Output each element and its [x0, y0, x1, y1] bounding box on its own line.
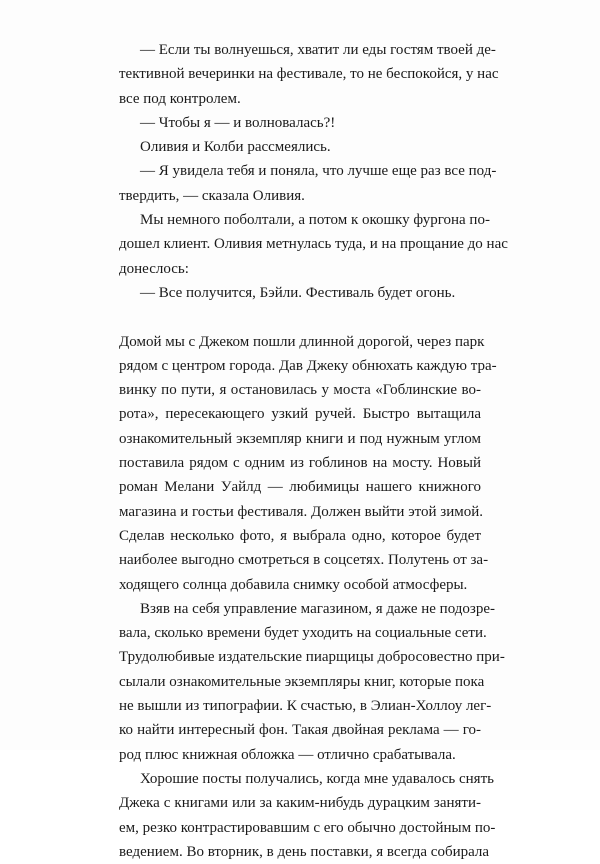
text-line: ведением. Во вторник, в день поставки, я всегда собирала — [119, 843, 490, 860]
text-line: дошел клиент. Оливия метнулась туда, и на прощание до нас — [119, 236, 508, 253]
text-line: Сделав несколько фото, я выбрала одно, которое будет — [119, 527, 481, 544]
text-line: Домой мы с Джеком пошли длинной дорогой, через парк — [119, 333, 485, 350]
text-line: рядом с центром города. Дав Джеку обнюхать каждую тра- — [119, 357, 497, 374]
text-line: твердить, — сказала Оливия. — [119, 187, 305, 204]
text-line: ко найти интересный фон. Такая двойная реклама — го- — [119, 722, 481, 739]
text-line: Оливия и Колби рассмеялись. — [140, 139, 331, 156]
text-line: винку по пути, я остановилась у моста «Гоблинские во- — [119, 382, 481, 399]
body-text — [119, 38, 508, 864]
text-line: — Все получится, Бэйли. Фестиваль будет огонь. — [140, 284, 456, 301]
text-line: магазина и гостьи фестиваля. Должен выйти этой зимой. — [119, 503, 483, 520]
text-line: все под контролем. — [119, 90, 241, 107]
text-line: ем, резко контрастировавшим с его обычно достойным по- — [119, 819, 496, 836]
text-line: наиболее выгодно смотреться в соцсетях. Полутень от за- — [119, 552, 489, 569]
text-line: рота», пересекающего узкий ручей. Быстро вытащила — [119, 406, 481, 423]
text-line: — Чтобы я — и волновалась?! — [140, 114, 336, 131]
text-line: род плюс книжная обложка — отлично срабатывала. — [119, 746, 456, 763]
text-line: Трудолюбивые издательские пиарщицы добросовестно при- — [119, 649, 505, 666]
text-line: Хорошие посты получались, когда мне удавалось снять — [140, 770, 494, 787]
text-line: вала, сколько времени будет уходить на социальные сети. — [119, 625, 487, 642]
text-line: роман Мелани Уайлд — любимицы нашего книжного — [119, 479, 481, 496]
text-line: Взяв на себя управление магазином, я даже не подозре- — [140, 600, 495, 617]
text-line: Мы немного поболтали, а потом к окошку фургона по- — [140, 212, 490, 229]
text-line: ознакомительный экземпляр книги и под нужным углом — [119, 430, 481, 447]
text-line: Джека с книгами или за каким-нибудь дурацким заняти- — [119, 795, 481, 812]
text-line: — Если ты волнуешься, хватит ли еды гостям твоей де- — [140, 42, 496, 58]
text-line: сылали ознакомительные экземпляры книг, которые пока — [119, 673, 485, 690]
text-line: поставила рядом с одним из гоблинов на мосту. Новый — [119, 455, 481, 472]
text-line: донеслось: — [119, 260, 189, 277]
text-line: тективной вечеринки на фестивале, то не беспокойся, у нас — [119, 66, 499, 83]
text-line: ходящего солнца добавила снимку особой атмосферы. — [119, 576, 468, 593]
text-line: не вышли из типографии. К счастью, в Элиан-Холлоу лег- — [119, 698, 492, 715]
text-line: — Я увидела тебя и поняла, что лучше еще раз все под- — [140, 163, 497, 180]
